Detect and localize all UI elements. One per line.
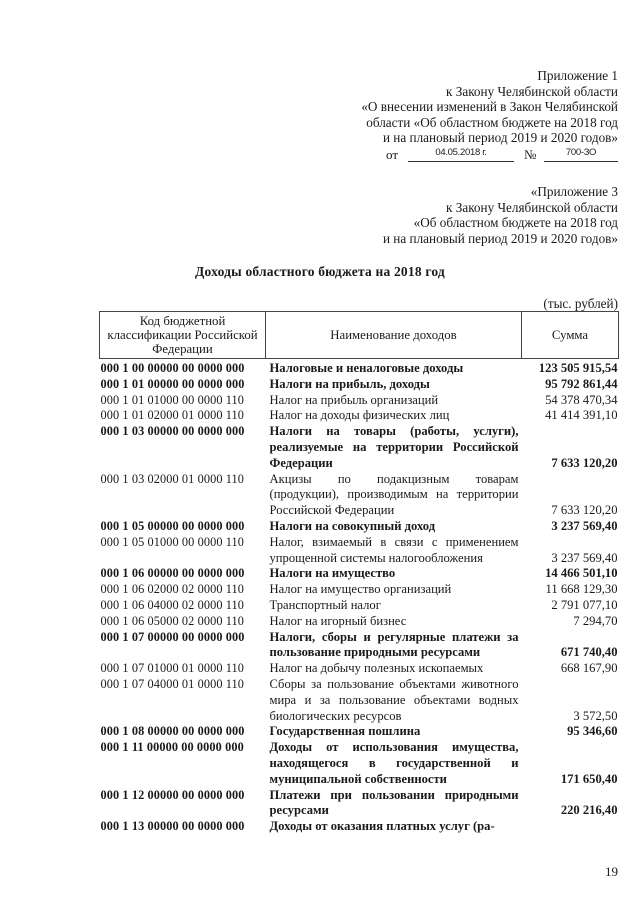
row-sum: 3 237 569,40 <box>551 518 618 533</box>
row-sum: 220 216,40 <box>560 803 618 818</box>
table-row <box>100 819 619 835</box>
table-row <box>100 582 619 598</box>
appendix-3-line: «Об областном бюджете на 2018 год <box>413 215 618 231</box>
row-sum: 95 346,60 <box>567 724 618 739</box>
row-code: 000 1 06 05000 02 0000 110 <box>100 613 245 628</box>
row-code: 000 1 05 00000 00 0000 000 <box>100 518 245 533</box>
appendix-1-line: Приложение 1 <box>537 68 618 83</box>
row-name: Налог на игорный бизнес <box>269 613 407 628</box>
appendix-1-line: области «Об областном бюджете на 2018 год <box>366 114 618 130</box>
row-code: 000 1 06 02000 02 0000 110 <box>100 582 245 597</box>
law-number: 700-ЗО <box>544 147 618 162</box>
row-sum: 14 466 501,10 <box>545 566 618 581</box>
header-name: Наименование доходов <box>266 312 522 359</box>
table-row <box>100 519 619 535</box>
row-sum <box>522 819 619 835</box>
row-code: 000 1 00 00000 00 0000 000 <box>100 361 245 375</box>
law-date: 04.05.2018 г. <box>408 147 514 162</box>
row-code: 000 1 01 00000 00 0000 000 <box>100 376 245 391</box>
row-name: Налоги на совокупный доход <box>269 518 436 533</box>
row-sum: 54 378 470,34 <box>545 392 618 407</box>
row-name: Налог, взимаемый в связи с применением упрощенной системы налогообложения <box>269 534 519 565</box>
number-sign-label: № <box>524 147 537 162</box>
row-name: Акцизы по подакцизным товарам (продукции), производимым на территории Российской Федерации <box>269 471 519 518</box>
row-code: 000 1 01 02000 01 0000 110 <box>100 408 245 423</box>
table-row <box>100 630 619 662</box>
row-name: Налоги, сборы и регулярные платежи за пользование природными ресурсами <box>269 629 519 660</box>
row-sum: 2 791 077,10 <box>551 597 618 612</box>
row-code: 000 1 01 01000 00 0000 110 <box>100 392 245 407</box>
table-row <box>100 677 619 724</box>
table-row <box>100 661 619 677</box>
table-row <box>100 359 619 377</box>
table-row <box>100 377 619 393</box>
appendix-3-line: к Закону Челябинской области <box>446 199 618 215</box>
row-code: 000 1 07 01000 01 0000 110 <box>100 661 245 676</box>
header-sum: Сумма <box>522 312 619 359</box>
from-label: от <box>386 147 399 162</box>
row-sum: 3 237 569,40 <box>551 550 618 565</box>
table-row <box>100 614 619 630</box>
row-sum: 7 633 120,20 <box>551 455 618 470</box>
appendix-1-line: к Закону Челябинской области <box>446 83 618 99</box>
appendix-3-line: «Приложение 3 <box>530 184 618 199</box>
row-code: 000 1 08 00000 00 0000 000 <box>100 724 245 739</box>
law-date-number-row <box>386 147 618 163</box>
row-name: Налоги на имущество <box>269 566 396 581</box>
table-row <box>100 472 619 519</box>
row-name: Налоговые и неналоговые доходы <box>269 361 464 375</box>
table-row <box>100 788 619 820</box>
table-row <box>100 535 619 567</box>
row-code: 000 1 07 04000 01 0000 110 <box>100 676 245 691</box>
appendix-1-header <box>361 68 618 146</box>
row-name: Сборы за пользование объектами животного мира и за пользование объектами водных биологических ресурсов <box>269 676 519 723</box>
row-sum: 123 505 915,54 <box>538 361 618 375</box>
row-name: Государственная пошлина <box>269 724 421 739</box>
row-code: 000 1 06 04000 02 0000 110 <box>100 597 245 612</box>
row-name: Налоги на прибыль, доходы <box>269 376 430 391</box>
table-header-row <box>100 312 619 359</box>
row-sum: 671 740,40 <box>560 645 618 660</box>
row-name: Транспортный налог <box>269 597 381 612</box>
row-name: Налоги на товары (работы, услуги), реализуемые на территории Российской Федерации <box>269 424 519 470</box>
row-code: 000 1 13 00000 00 0000 000 <box>100 819 245 834</box>
appendix-1-line: и на плановый период 2019 и 2020 годов» <box>382 130 618 146</box>
page-number: 19 <box>605 864 618 879</box>
row-sum: 7 633 120,20 <box>551 503 618 518</box>
row-name: Доходы от оказания платных услуг (ра- <box>269 819 495 834</box>
table-row <box>100 740 619 787</box>
row-name: Платежи при пользовании природными ресурсами <box>269 787 519 818</box>
appendix-3-line: и на плановый период 2019 и 2020 годов» <box>382 230 618 246</box>
row-name: Налог на прибыль организаций <box>269 392 439 407</box>
row-code: 000 1 11 00000 00 0000 000 <box>100 740 244 755</box>
row-code: 000 1 07 00000 00 0000 000 <box>100 629 245 644</box>
row-sum: 41 414 391,10 <box>545 408 618 423</box>
row-code: 000 1 06 00000 00 0000 000 <box>100 566 245 581</box>
row-sum: 3 572,50 <box>573 708 618 723</box>
row-sum: 7 294,70 <box>573 613 618 628</box>
row-code: 000 1 12 00000 00 0000 000 <box>100 787 245 802</box>
table-row <box>100 598 619 614</box>
table-row <box>100 408 619 424</box>
table-row <box>100 424 619 471</box>
row-name: Налог на имущество организаций <box>269 582 452 597</box>
row-code: 000 1 05 01000 00 0000 110 <box>100 534 245 549</box>
header-code: Код бюджетной классификации Российской Федерации <box>100 312 266 359</box>
table-row <box>100 566 619 582</box>
row-name: Налог на добычу полезных ископаемых <box>269 661 484 676</box>
row-code: 000 1 03 02000 01 0000 110 <box>100 471 245 486</box>
income-table <box>99 311 619 835</box>
table-row <box>100 724 619 740</box>
row-sum: 668 167,90 <box>560 661 618 676</box>
table-row <box>100 393 619 409</box>
row-name: Доходы от использования имущества, находящегося в государственной и муниципальной собственности <box>269 740 519 786</box>
appendix-1-line: «О внесении изменений в Закон Челябинской <box>361 99 618 115</box>
table-body <box>100 359 619 835</box>
row-sum: 11 668 129,30 <box>545 582 618 597</box>
row-code: 000 1 03 00000 00 0000 000 <box>100 424 245 439</box>
row-sum: 171 650,40 <box>560 771 618 786</box>
appendix-3-header <box>383 184 618 246</box>
row-sum: 95 792 861,44 <box>545 376 618 391</box>
row-name: Налог на доходы физических лиц <box>269 408 450 423</box>
unit-note: (тыс. рублей) <box>543 296 618 311</box>
document-title: Доходы областного бюджета на 2018 год <box>195 264 445 279</box>
